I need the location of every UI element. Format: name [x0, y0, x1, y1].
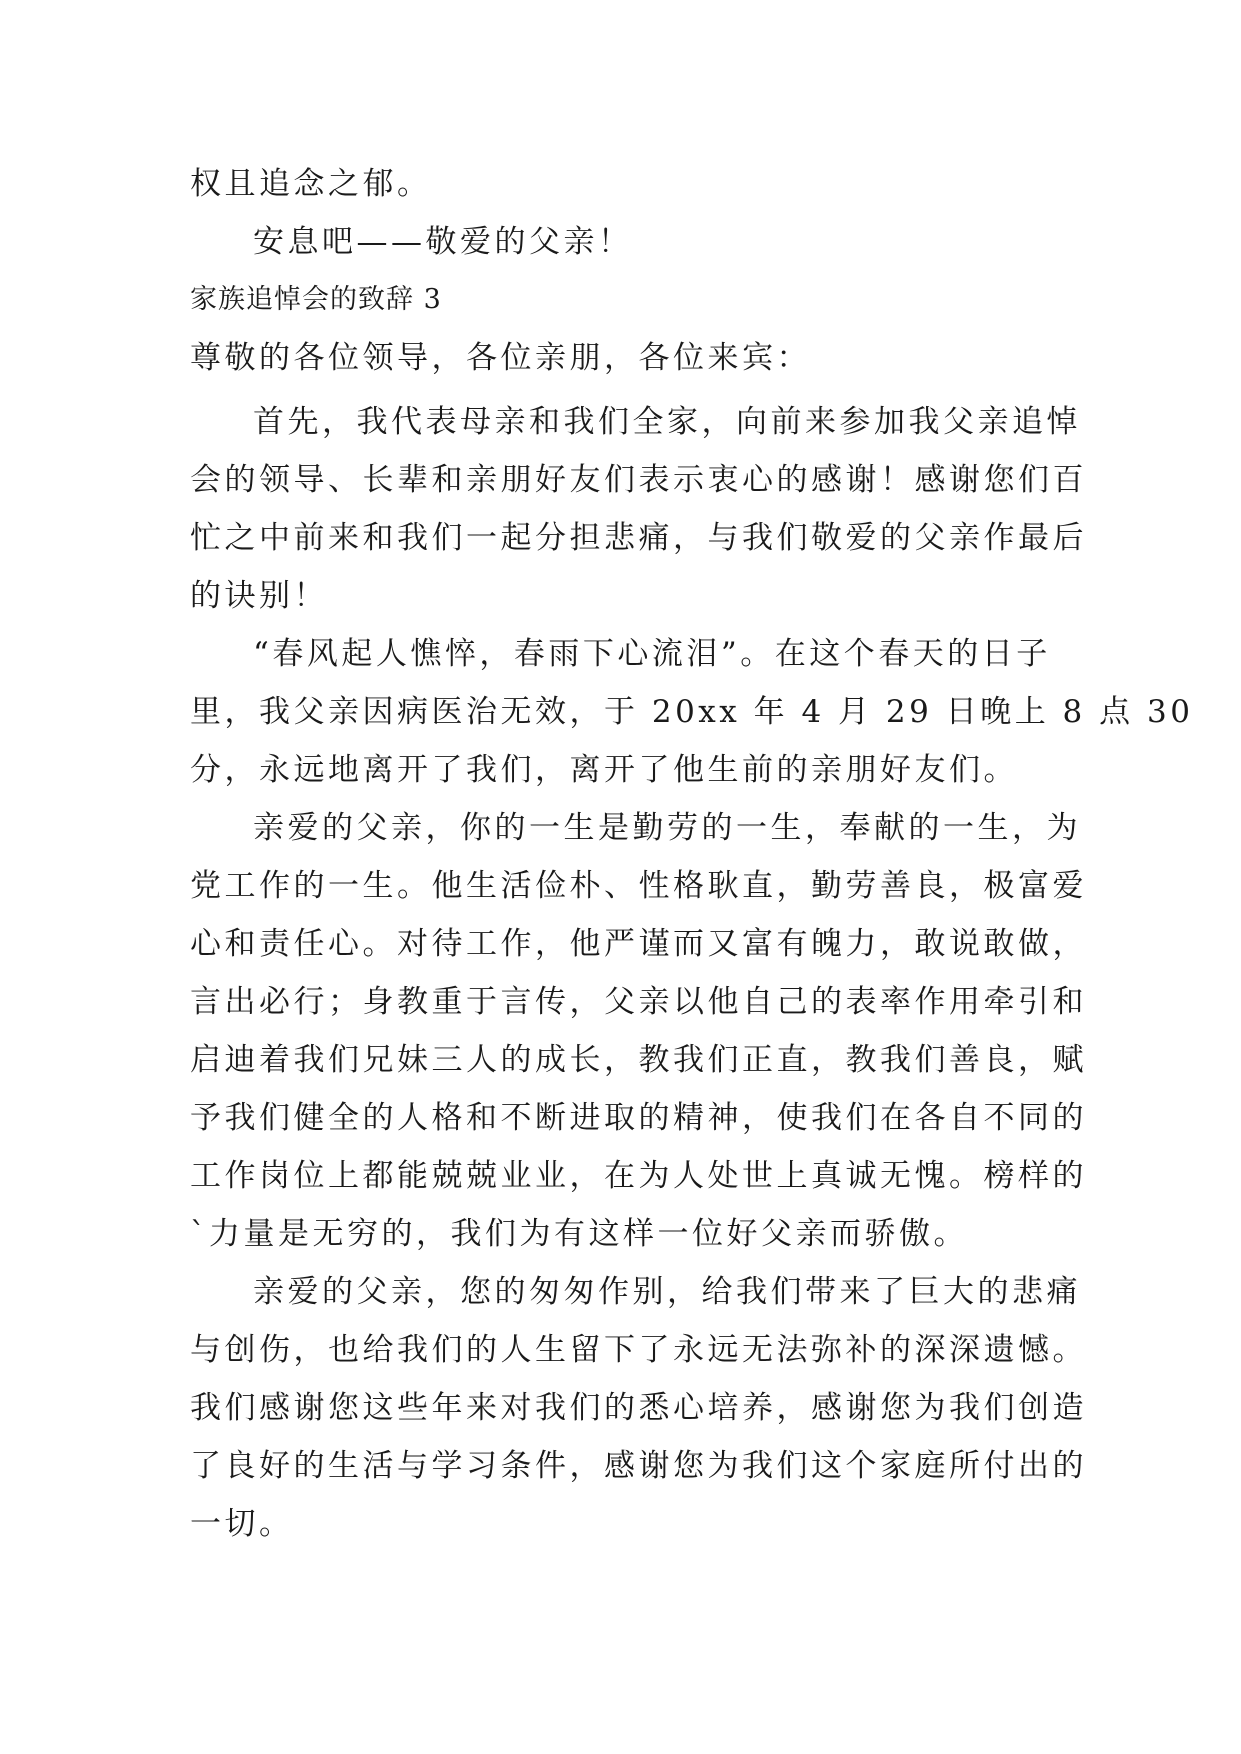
paragraph-line: 党工作的一生。他生活俭朴、性格耿直，勤劳善良，极富爱: [190, 868, 1087, 904]
paragraph-line: 亲爱的父亲，你的一生是勤劳的一生，奉献的一生，为: [253, 810, 1081, 846]
paragraph-line: 了良好的生活与学习条件，感谢您为我们这个家庭所付出的: [190, 1448, 1087, 1484]
paragraph-line: 忙之中前来和我们一起分担悲痛，与我们敬爱的父亲作最后: [190, 520, 1087, 556]
paragraph-line: 启迪着我们兄妹三人的成长，教我们正直，教我们善良，赋: [190, 1042, 1087, 1078]
paragraph-line: `力量是无穷的，我们为有这样一位好父亲而骄傲。: [190, 1216, 968, 1252]
section-title: 家族追悼会的致辞 3: [190, 284, 442, 315]
paragraph-line: 会的领导、长辈和亲朋好友们表示衷心的感谢！感谢您们百: [190, 462, 1087, 498]
salutation-line: 尊敬的各位领导，各位亲朋，各位来宾：: [190, 340, 811, 376]
paragraph-line: 心和责任心。对待工作，他严谨而又富有魄力，敢说敢做，: [190, 926, 1087, 962]
paragraph-line: 我们感谢您这些年来对我们的悉心培养，感谢您为我们创造: [190, 1390, 1087, 1426]
paragraph-line: 里，我父亲因病医治无效，于 20xx 年 4 月 29 日晚上 8 点 30: [190, 694, 1194, 730]
paragraph-line: 权且追念之郁。: [190, 166, 432, 202]
paragraph-line: 安息吧——敬爱的父亲！: [253, 224, 633, 260]
paragraph-line: 言出必行；身教重于言传，父亲以他自己的表率作用牵引和: [190, 984, 1087, 1020]
paragraph-line: 予我们健全的人格和不断进取的精神，使我们在各自不同的: [190, 1100, 1087, 1136]
paragraph-line: 亲爱的父亲，您的匆匆作别，给我们带来了巨大的悲痛: [253, 1274, 1081, 1310]
paragraph-line: 一切。: [190, 1506, 294, 1542]
paragraph-line: 首先，我代表母亲和我们全家，向前来参加我父亲追悼: [253, 404, 1081, 440]
paragraph-line: 工作岗位上都能兢兢业业，在为人处世上真诚无愧。榜样的: [190, 1158, 1087, 1194]
paragraph-line: “春风起人憔悴，春雨下心流泪”。在这个春天的日子: [253, 636, 1051, 672]
paragraph-line: 分，永远地离开了我们，离开了他生前的亲朋好友们。: [190, 752, 1018, 788]
paragraph-line: 的诀别！: [190, 578, 328, 614]
paragraph-line: 与创伤，也给我们的人生留下了永远无法弥补的深深遗憾。: [190, 1332, 1087, 1368]
